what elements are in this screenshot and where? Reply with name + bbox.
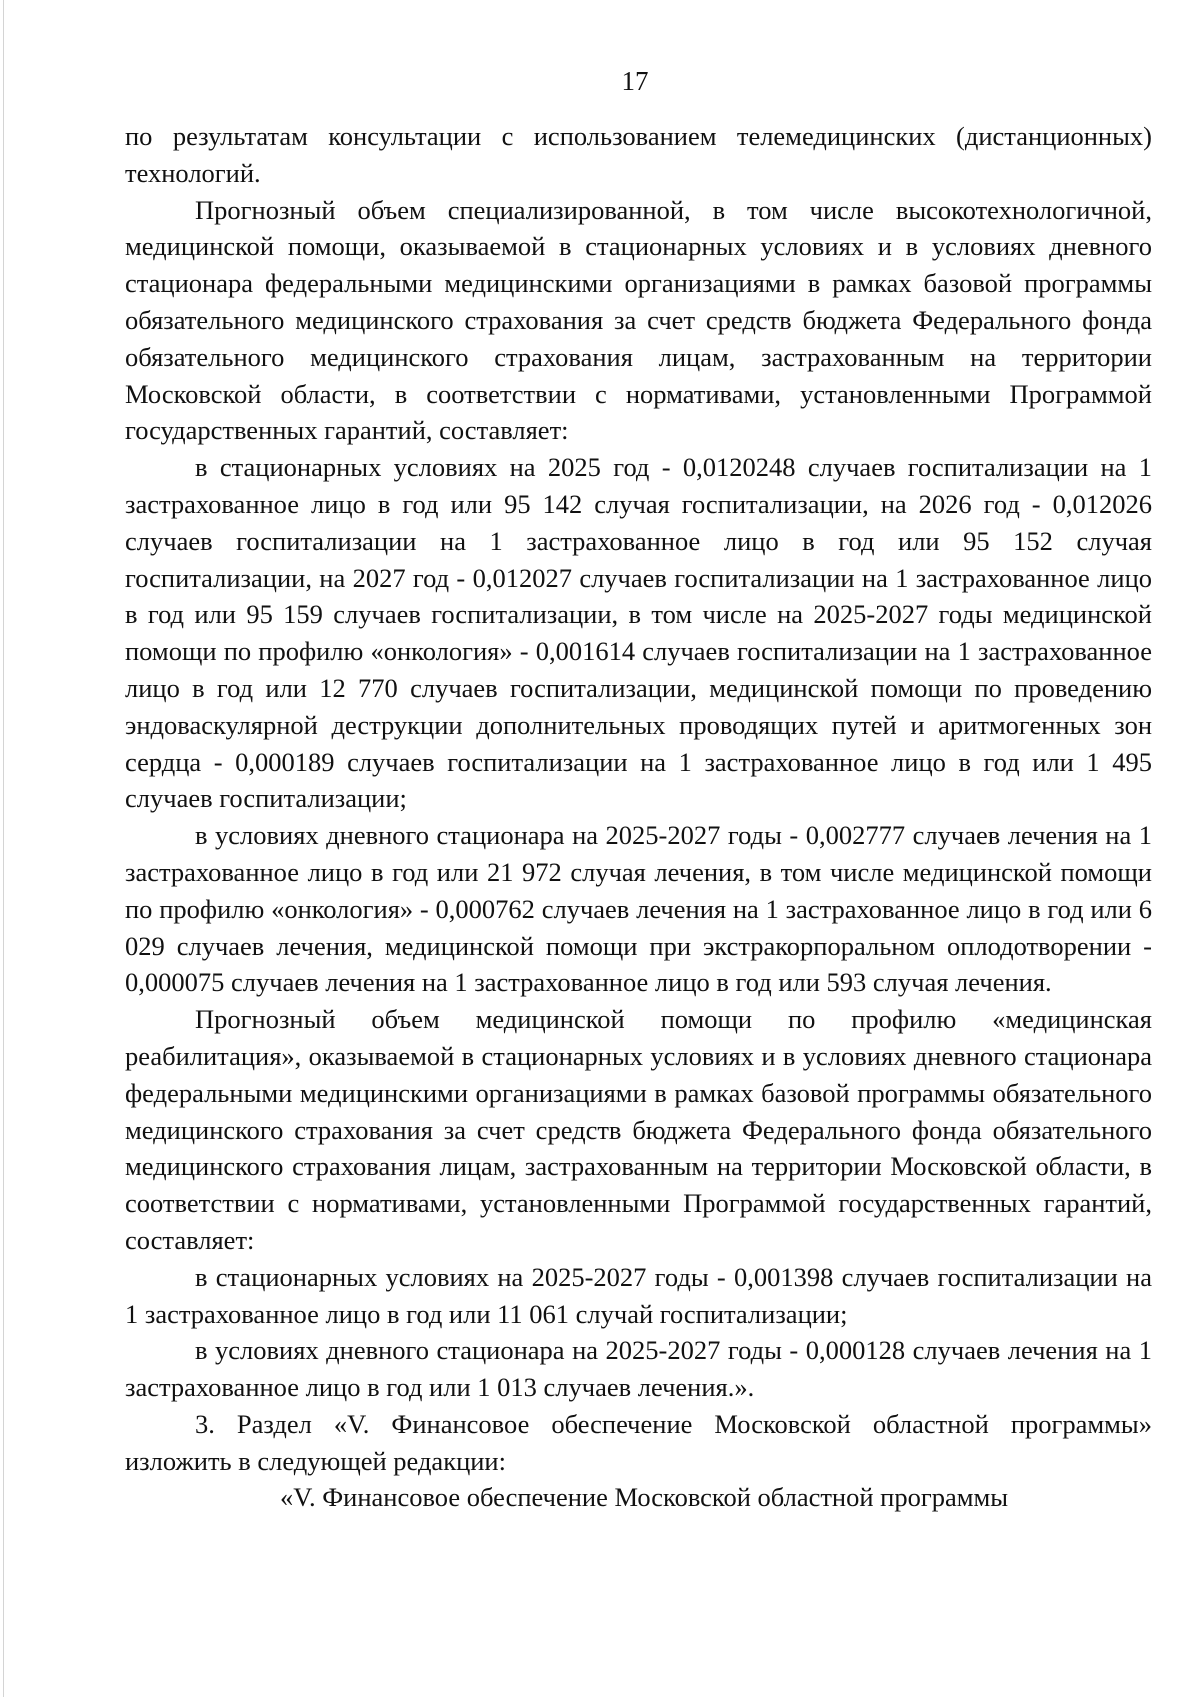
section-heading: «V. Финансовое обеспечение Московской областной программы (280, 1482, 1009, 1513)
page-number: 17 (621, 66, 649, 96)
scan-edge-line (3, 0, 4, 1697)
paragraph: в условиях дневного стационара на 2025-2027 годы - 0,002777 случаев лечения на 1 застрахованное лицо в год или 21 972 случая лечения, в том числе медицинской помощи по профилю «онкология» - 0,000762 случаев лечения на 1 застрахованное лицо в год или 6 029 случаев лечения, медицинской помощи при экстракорпоральном оплодотворении - 0,000075 случаев лечения на 1 застрахованное лицо в год или 593 случая лечения. (125, 820, 1152, 998)
paragraph: по результатам консультации с использованием телемедицинских (дистанционных) технологий. (125, 121, 1152, 188)
paragraph: в условиях дневного стационара на 2025-2027 годы - 0,000128 случаев лечения на 1 застрахованное лицо в год или 1 013 случаев лечения.». (125, 1335, 1152, 1403)
paragraph: в стационарных условиях на 2025-2027 годы - 0,001398 случаев госпитализации на 1 застрахованное лицо в год или 11 061 случай госпитализации; (125, 1261, 1152, 1329)
body-text (125, 118, 1152, 1516)
paragraph: Прогнозный объем специализированной, в том числе высокотехнологичной, медицинской помощи, оказываемой в стационарных условиях и в условиях дневного стационара федеральными медицинскими организациями в рамках базовой программы обязательного медицинского страхования за счет средств бюджета Федерального фонда обязательного медицинского страхования лицам, застрахованным на территории Московской области, в соответствии с нормативами, установленными Программой государственных гарантий, составляет: (125, 194, 1152, 446)
paragraph: Прогнозный объем медицинской помощи по профилю «медицинская реабилитация», оказываемой в стационарных условиях и в условиях дневного стационара федеральными медицинскими организациями в рамках базовой программы обязательного медицинского страхования за счет средств бюджета Федерального фонда обязательного медицинского страхования лицам, застрахованным на территории Московской области, в соответствии с нормативами, установленными Программой государственных гарантий, составляет: (125, 1004, 1152, 1255)
paragraph: 3. Раздел «V. Финансовое обеспечение Московской областной программы» изложить в следующей редакции: (125, 1408, 1152, 1476)
paragraph: в стационарных условиях на 2025 год - 0,0120248 случаев госпитализации на 1 застрахованное лицо в год или 95 142 случая госпитализации, на 2026 год - 0,012026 случаев госпитализации на 1 застрахованное лицо в год или 95 152 случая госпитализации, на 2027 год - 0,012027 случаев госпитализации на 1 застрахованное лицо в год или 95 159 случаев госпитализации, в том числе на 2025-2027 годы медицинской помощи по профилю «онкология» - 0,001614 случаев госпитализации на 1 застрахованное лицо в год или 12 770 случаев госпитализации, медицинской помощи по проведению эндоваскулярной деструкции дополнительных проводящих путей и аритмогенных зон сердца - 0,000189 случаев госпитализации на 1 застрахованное лицо в год или 1 495 случаев госпитализации; (125, 452, 1152, 814)
